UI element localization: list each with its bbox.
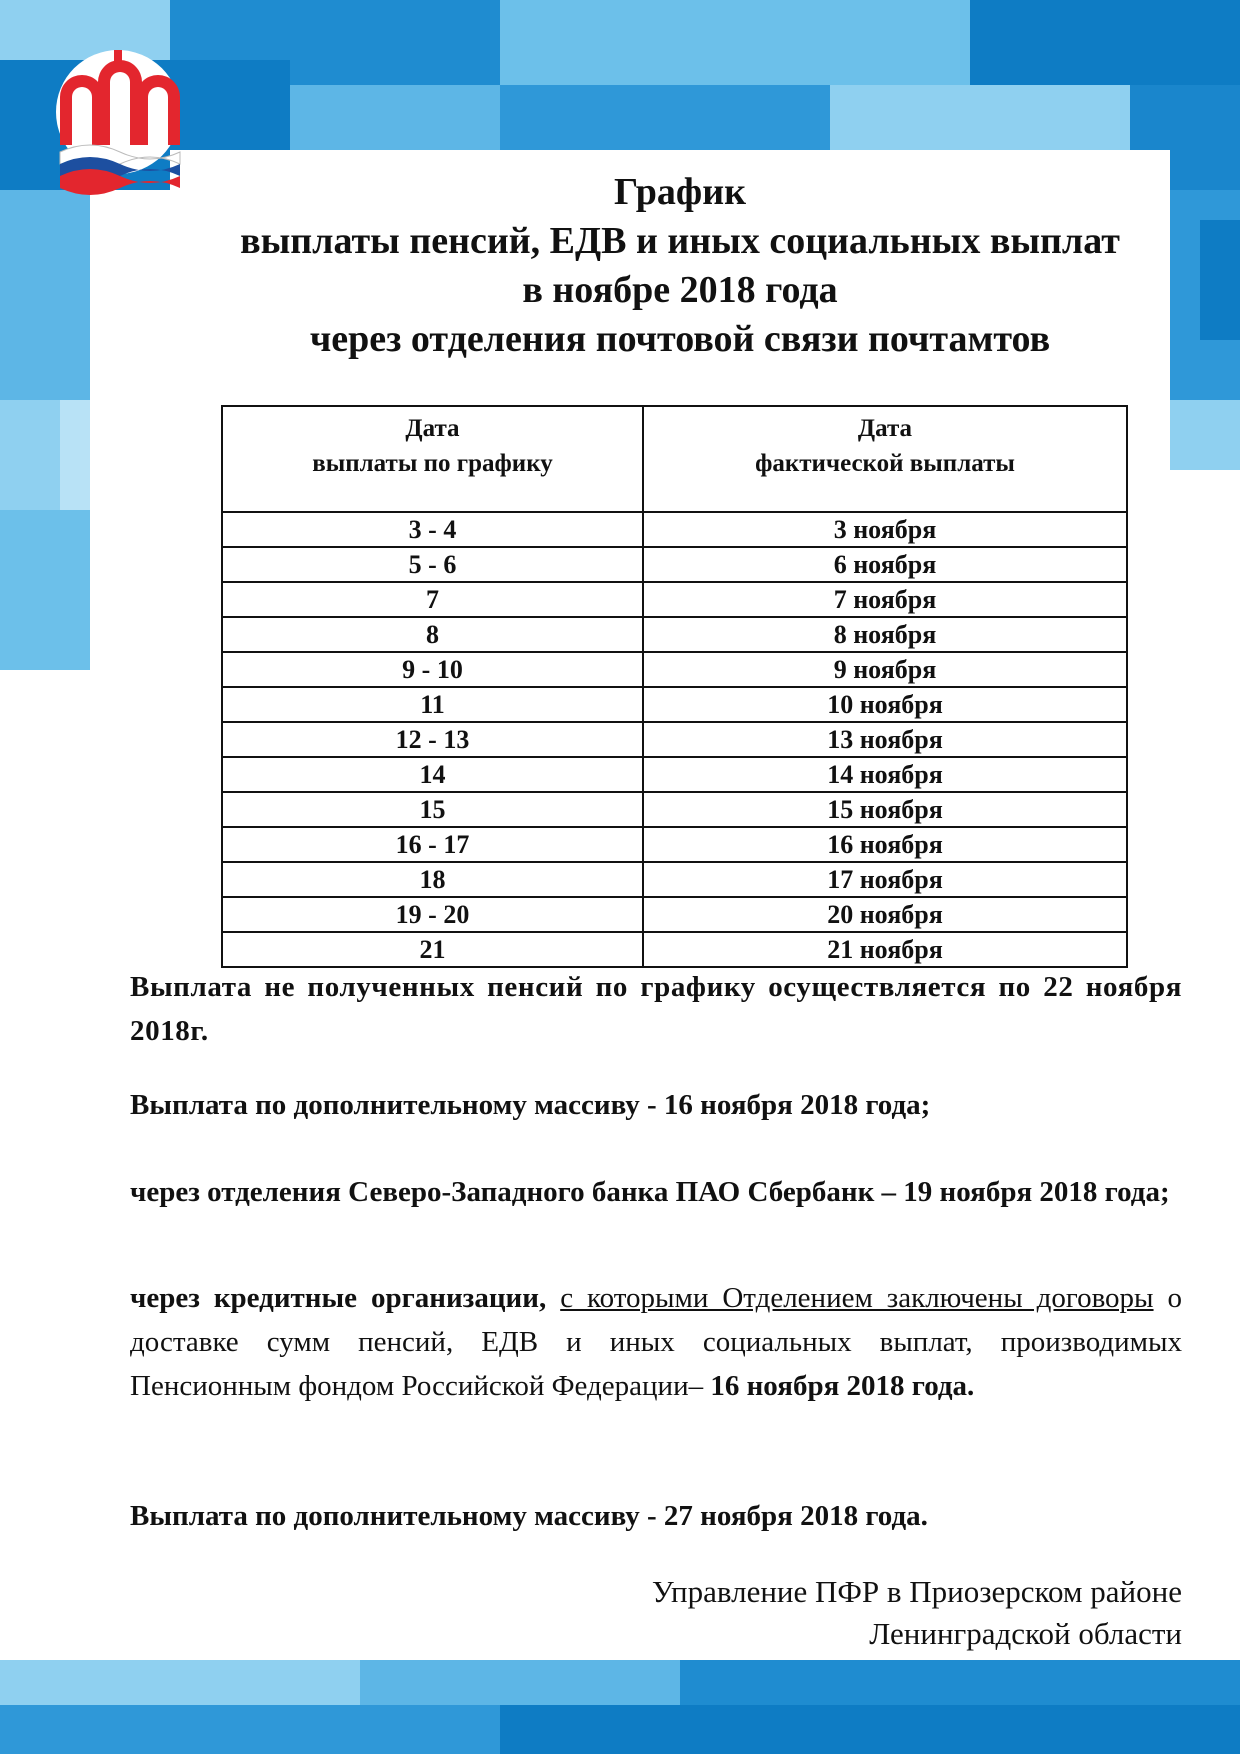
actual-date-cell: 9 ноября	[643, 652, 1127, 687]
actual-date-cell: 7 ноября	[643, 582, 1127, 617]
table-row	[222, 512, 1127, 547]
header-line: Дата	[405, 415, 460, 442]
actual-date-cell: 15 ноября	[643, 792, 1127, 827]
scheduled-date-cell: 14	[222, 757, 643, 792]
title-line-4: через отделения почтовой связи почтамтов	[309, 318, 1051, 360]
title-line-1: График	[614, 171, 746, 213]
actual-date-cell: 13 ноября	[643, 722, 1127, 757]
actual-date-cell: 21 ноября	[643, 932, 1127, 967]
actual-date-cell: 6 ноября	[643, 547, 1127, 582]
table-row	[222, 897, 1127, 932]
scheduled-date-cell: 11	[222, 687, 643, 722]
scheduled-date-cell: 9 - 10	[222, 652, 643, 687]
scheduled-date-cell: 8	[222, 617, 643, 652]
table-row	[222, 687, 1127, 722]
title-line-2: выплаты пенсий, ЕДВ и иных социальных выплат	[240, 220, 1120, 262]
table-row	[222, 582, 1127, 617]
scheduled-date-cell: 7	[222, 582, 643, 617]
note-credit-organizations	[130, 1276, 1182, 1408]
actual-date-cell: 20 ноября	[643, 897, 1127, 932]
table-row	[222, 617, 1127, 652]
actual-date-cell: 3 ноября	[643, 512, 1127, 547]
header-line: Дата	[857, 415, 913, 442]
scheduled-date-cell: 21	[222, 932, 643, 967]
table-header-row	[222, 406, 1127, 512]
scheduled-date-cell: 18	[222, 862, 643, 897]
scheduled-date-cell: 3 - 4	[222, 512, 643, 547]
table-row	[222, 932, 1127, 967]
header-actual-date	[643, 406, 1127, 512]
table-row	[222, 862, 1127, 897]
actual-date-cell: 14 ноября	[643, 757, 1127, 792]
header-scheduled-date	[222, 406, 643, 512]
scheduled-date-cell: 19 - 20	[222, 897, 643, 932]
signature-block	[652, 1571, 1182, 1655]
scheduled-date-cell: 12 - 13	[222, 722, 643, 757]
scheduled-date-cell: 15	[222, 792, 643, 827]
actual-date-cell: 16 ноября	[643, 827, 1127, 862]
table-row	[222, 792, 1127, 827]
table-row	[222, 757, 1127, 792]
note-sberbank: через отделения Северо-Западного банка ПАО Сбербанк – 19 ноября 2018 года;	[130, 1176, 1170, 1208]
credit-part-4: 16 ноября 2018 года.	[710, 1370, 975, 1402]
actual-date-cell: 17 ноября	[643, 862, 1127, 897]
note-unreceived: Выплата не полученных пенсий по графику осуществляется по 22 ноября 2018г.	[130, 971, 1182, 1047]
table-row	[222, 722, 1127, 757]
table-row	[222, 827, 1127, 862]
header-line: фактической выплаты	[755, 450, 1015, 477]
credit-part-3: о доставке сумм пенсий, ЕДВ и иных социальных выплат, производимых Пенсионным фондом Российской Федерации–	[130, 1282, 1183, 1402]
table-body	[222, 512, 1127, 967]
note-additional-1: Выплата по дополнительному массиву - 16 ноября 2018 года;	[130, 1089, 931, 1121]
table-row	[222, 652, 1127, 687]
payment-schedule-table	[221, 405, 1128, 968]
credit-part-1: через кредитные организации,	[130, 1282, 547, 1314]
title-line-3: в ноябре 2018 года	[522, 269, 838, 311]
actual-date-cell: 8 ноября	[643, 617, 1127, 652]
scheduled-date-cell: 5 - 6	[222, 547, 643, 582]
note-additional-2: Выплата по дополнительному массиву - 27 ноября 2018 года.	[130, 1500, 928, 1532]
actual-date-cell: 10 ноября	[643, 687, 1127, 722]
page-title	[140, 168, 1220, 364]
signature-line-2: Ленинградской области	[869, 1616, 1182, 1651]
signature-line-1: Управление ПФР в Приозерском районе	[651, 1574, 1182, 1609]
header-line: выплаты по графику	[312, 450, 553, 477]
credit-part-2: с которыми Отделением заключены договоры	[560, 1282, 1154, 1314]
scheduled-date-cell: 16 - 17	[222, 827, 643, 862]
table-row	[222, 547, 1127, 582]
